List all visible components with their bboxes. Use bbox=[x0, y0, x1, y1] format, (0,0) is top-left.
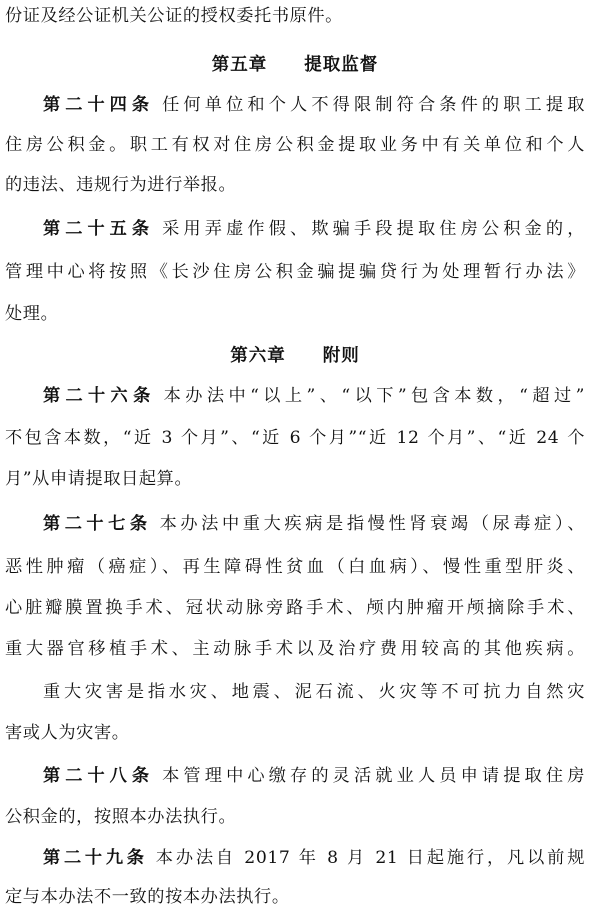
article-25-text: 采用弄虚作假、欺骗手段提取住房公积金的， bbox=[162, 219, 585, 239]
chapter-5-heading: 第五章 提取监督 bbox=[211, 55, 379, 75]
chapter-6-heading: 第六章 附则 bbox=[230, 346, 360, 366]
article-24-label: 第二十四条 bbox=[43, 95, 155, 115]
text-line: 重大器官移植手术、主动脉手术以及治疗费用较高的其他疾病。 bbox=[5, 639, 585, 659]
article-25-label: 第二十五条 bbox=[43, 219, 155, 239]
article-27-first-line bbox=[43, 512, 585, 536]
text-line: 月”从申请提取日起算。 bbox=[5, 469, 193, 489]
text-line: 份证及经公证机关公证的授权委托书原件。 bbox=[5, 6, 343, 26]
article-27-text: 本办法中重大疾病是指慢性肾衰竭（尿毒症）、 bbox=[159, 514, 585, 534]
text-line: 公积金的，按照本办法执行。 bbox=[5, 807, 237, 827]
article-28-label: 第二十八条 bbox=[43, 766, 155, 786]
article-26-text: 本办法中“以上”、“以下”包含本数，“超过” bbox=[163, 386, 585, 406]
text-line: 不包含本数，“近 3 个月”、“近 6 个月”“近 12 个月”、“近 24 个 bbox=[5, 428, 585, 448]
article-24-first-line bbox=[43, 93, 585, 117]
text-line: 处理。 bbox=[5, 304, 59, 324]
text-line: 住房公积金。职工有权对住房公积金提取业务中有关单位和个人 bbox=[5, 135, 585, 155]
article-24-text: 任何单位和个人不得限制符合条件的职工提取 bbox=[162, 95, 585, 115]
text-line: 恶性肿瘤（癌症）、再生障碍性贫血（白血病）、慢性重型肝炎、 bbox=[5, 557, 585, 577]
text-line: 重大灾害是指水灾、地震、泥石流、火灾等不可抗力自然灾 bbox=[43, 682, 585, 702]
article-26-label: 第二十六条 bbox=[43, 386, 156, 406]
article-29-first-line bbox=[43, 846, 585, 870]
article-25-first-line bbox=[43, 217, 585, 241]
text-line: 管理中心将按照《长沙住房公积金骗提骗贷行为处理暂行办法》 bbox=[5, 262, 585, 282]
article-27-label: 第二十七条 bbox=[43, 514, 152, 534]
text-line: 害或人为灾害。 bbox=[5, 723, 130, 743]
article-29-label: 第二十九条 bbox=[43, 848, 148, 868]
article-26-first-line bbox=[43, 384, 585, 408]
text-line: 的违法、违规行为进行举报。 bbox=[5, 175, 237, 195]
text-line: 定与本办法不一致的按本办法执行。 bbox=[5, 887, 290, 907]
text-line: 心脏瓣膜置换手术、冠状动脉旁路手术、颅内肿瘤开颅摘除手术、 bbox=[5, 598, 585, 618]
article-29-text: 本办法自 2017 年 8 月 21 日起施行，凡以前规 bbox=[155, 848, 585, 868]
article-28-first-line bbox=[43, 764, 585, 788]
article-28-text: 本管理中心缴存的灵活就业人员申请提取住房 bbox=[162, 766, 585, 786]
